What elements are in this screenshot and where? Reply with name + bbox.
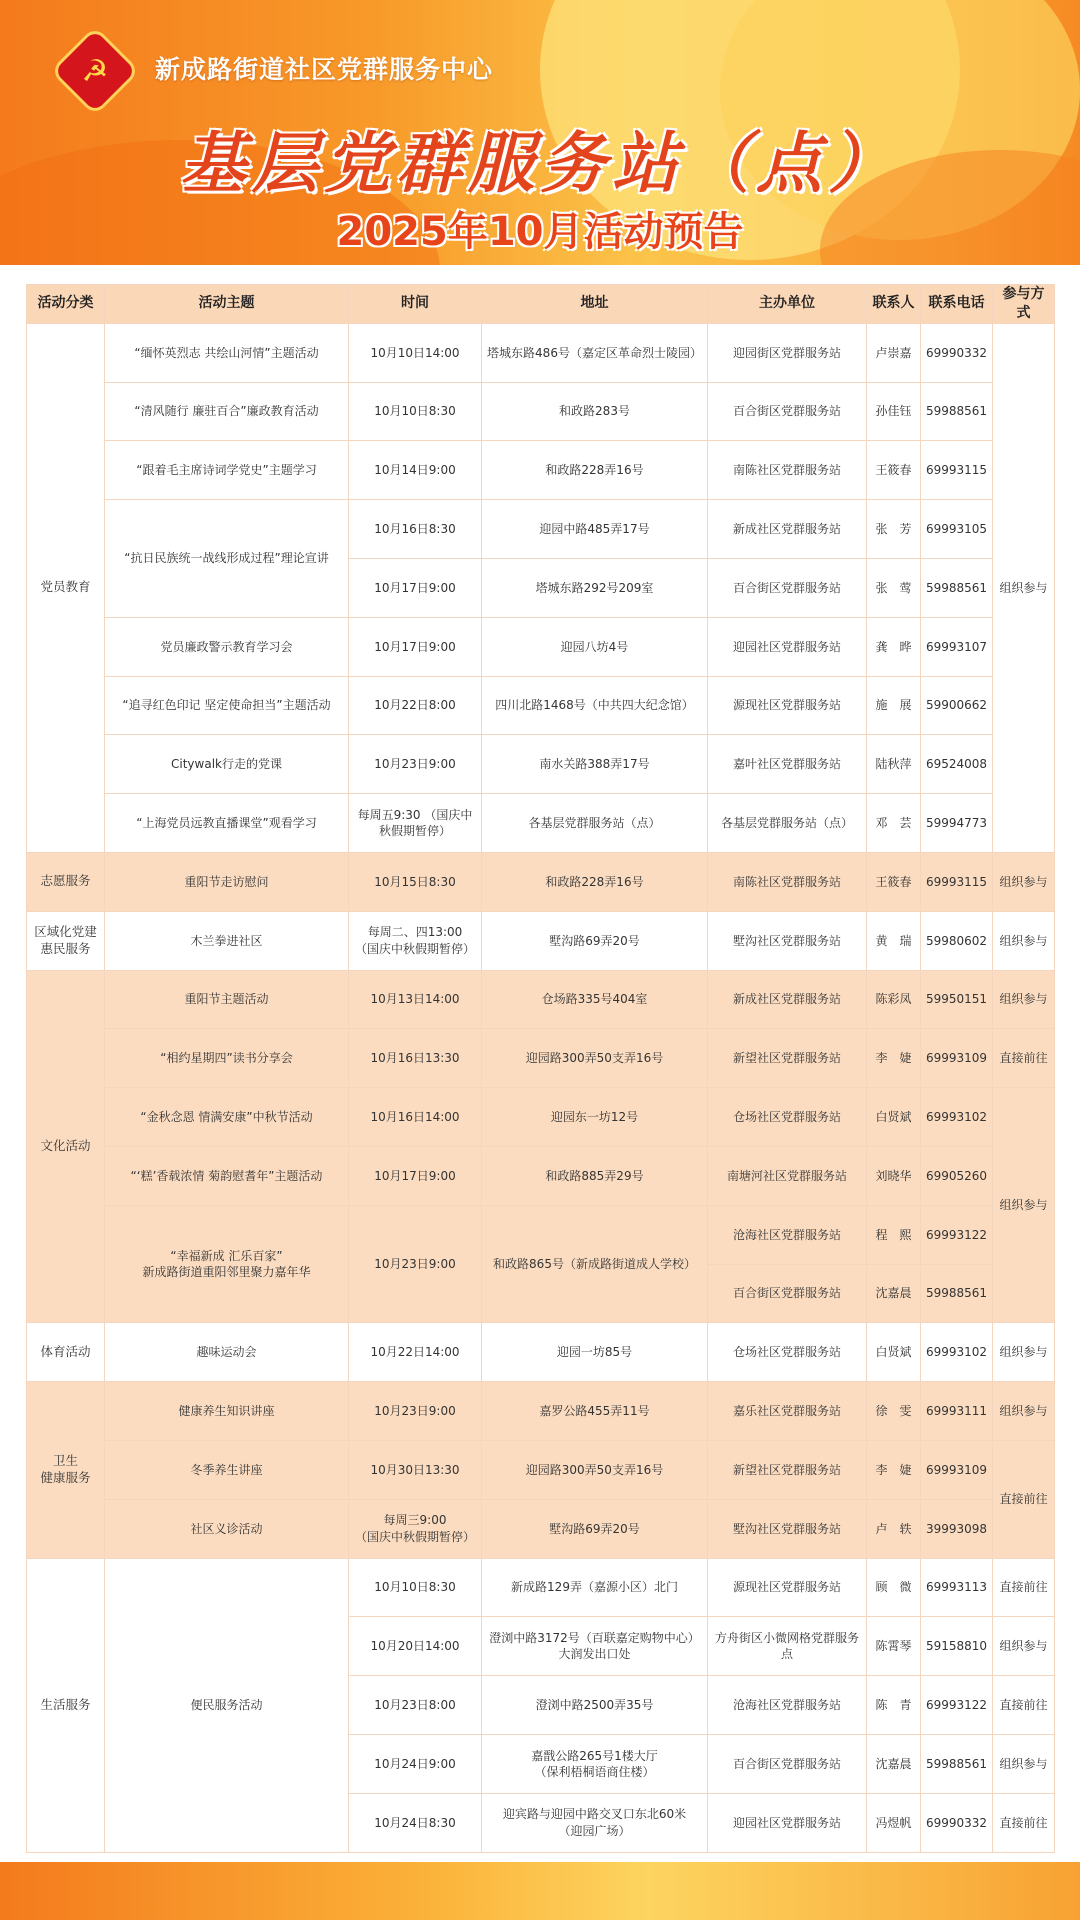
topic-cell: 木兰拳进社区 [105,911,349,970]
table-row [27,1029,1055,1088]
time-cell: 10月23日9:00 [349,1382,482,1441]
table-row [27,1382,1055,1441]
topic-cell: 趣味运动会 [105,1323,349,1382]
table-row [27,852,1055,911]
table-row [27,500,1055,559]
time-cell: 10月16日13:30 [349,1029,482,1088]
host-cell: 各基层党群服务站（点） [708,794,867,853]
host-cell: 方舟街区小微网格党群服务点 [708,1617,867,1676]
table-row [27,1088,1055,1147]
time-cell: 每周二、四13:00 （国庆中秋假期暂停） [349,911,482,970]
address-cell: 南水关路388弄17号 [482,735,708,794]
time-cell: 10月16日14:00 [349,1088,482,1147]
contact-cell: 冯煜帆 [867,1793,921,1852]
host-cell: 新成社区党群服务站 [708,970,867,1029]
phone-cell: 59994773 [921,794,993,853]
contact-cell: 邓 芸 [867,794,921,853]
host-cell: 嘉叶社区党群服务站 [708,735,867,794]
topic-cell: “缅怀英烈志 共绘山河情”主题活动 [105,323,349,382]
host-cell: 迎园社区党群服务站 [708,617,867,676]
table-row [27,441,1055,500]
contact-cell: 卢 轶 [867,1499,921,1558]
address-cell: 各基层党群服务站（点） [482,794,708,853]
phone-cell: 59950151 [921,970,993,1029]
address-cell: 嘉罗公路455弄11号 [482,1382,708,1441]
time-cell: 每周五9:30 （国庆中秋假期暂停） [349,794,482,853]
topic-cell: 社区义诊活动 [105,1499,349,1558]
host-cell: 新望社区党群服务站 [708,1440,867,1499]
address-cell: 迎园一坊85号 [482,1323,708,1382]
contact-cell: 徐 雯 [867,1382,921,1441]
host-cell: 迎园社区党群服务站 [708,1793,867,1852]
time-cell: 10月23日9:00 [349,1205,482,1323]
phone-cell: 69993113 [921,1558,993,1617]
phone-cell: 69990332 [921,1793,993,1852]
phone-cell: 69993109 [921,1029,993,1088]
table-row [27,794,1055,853]
category-cell: 志愿服务 [27,852,105,911]
phone-cell: 39993098 [921,1499,993,1558]
participation-cell: 直接前往 [993,1440,1055,1558]
participation-cell: 组织参与 [993,1088,1055,1323]
phone-cell: 69993115 [921,441,993,500]
table-row [27,382,1055,441]
topic-cell: “相约星期四”读书分享会 [105,1029,349,1088]
address-cell: 墅沟路69弄20号 [482,1499,708,1558]
contact-cell: 李 婕 [867,1440,921,1499]
address-cell: 塔城东路292号209室 [482,558,708,617]
time-cell: 每周三9:00 （国庆中秋假期暂停） [349,1499,482,1558]
contact-cell: 刘晓华 [867,1146,921,1205]
participation-cell: 直接前往 [993,1029,1055,1088]
contact-cell: 白贤斌 [867,1088,921,1147]
participation-cell: 直接前往 [993,1676,1055,1735]
host-cell: 嘉乐社区党群服务站 [708,1382,867,1441]
table-row [27,617,1055,676]
time-cell: 10月24日9:00 [349,1734,482,1793]
contact-cell: 李 婕 [867,1029,921,1088]
column-header: 活动分类 [27,285,105,324]
address-cell: 和政路228弄16号 [482,441,708,500]
phone-cell: 59988561 [921,382,993,441]
time-cell: 10月14日9:00 [349,441,482,500]
host-cell: 源现社区党群服务站 [708,676,867,735]
address-cell: 和政路283号 [482,382,708,441]
category-cell: 卫生 健康服务 [27,1382,105,1558]
time-cell: 10月17日9:00 [349,617,482,676]
participation-cell: 组织参与 [993,970,1055,1029]
contact-cell: 程 熙 [867,1205,921,1264]
time-cell: 10月15日8:30 [349,852,482,911]
host-cell: 迎园街区党群服务站 [708,323,867,382]
table-row [27,970,1055,1029]
time-cell: 10月22日8:00 [349,676,482,735]
participation-cell: 组织参与 [993,1382,1055,1441]
phone-cell: 69524008 [921,735,993,794]
topic-cell: 冬季养生讲座 [105,1440,349,1499]
host-cell: 仓场社区党群服务站 [708,1323,867,1382]
table-row [27,735,1055,794]
contact-cell: 王筱春 [867,441,921,500]
topic-cell: “跟着毛主席诗词学党史”主题学习 [105,441,349,500]
topic-cell: Citywalk行走的党课 [105,735,349,794]
address-cell: 迎园八坊4号 [482,617,708,676]
participation-cell: 组织参与 [993,911,1055,970]
participation-cell: 组织参与 [993,852,1055,911]
address-cell: 和政路865号（新成路街道成人学校） [482,1205,708,1323]
time-cell: 10月23日8:00 [349,1676,482,1735]
host-cell: 墅沟社区党群服务站 [708,911,867,970]
time-cell: 10月10日8:30 [349,1558,482,1617]
phone-cell: 59988561 [921,1264,993,1323]
contact-cell: 陈彩凤 [867,970,921,1029]
table-row [27,676,1055,735]
category-cell: 党员教育 [27,323,105,852]
topic-cell: “抗日民族统一战线形成过程”理论宣讲 [105,500,349,618]
participation-cell: 直接前往 [993,1558,1055,1617]
table-row [27,1146,1055,1205]
address-cell: 四川北路1468号（中共四大纪念馆） [482,676,708,735]
contact-cell: 陈 青 [867,1676,921,1735]
topic-cell: “幸福新成 汇乐百家” 新成路街道重阳邻里聚力嘉年华 [105,1205,349,1323]
time-cell: 10月10日8:30 [349,382,482,441]
time-cell: 10月22日14:00 [349,1323,482,1382]
page-title: 基层党群服务站（点） [180,124,900,202]
phone-cell: 69993109 [921,1440,993,1499]
contact-cell: 顾 微 [867,1558,921,1617]
topic-cell: “‘糕’香载浓情 菊韵慰耆年”主题活动 [105,1146,349,1205]
host-cell: 百合街区党群服务站 [708,1734,867,1793]
time-cell: 10月13日14:00 [349,970,482,1029]
time-cell: 10月20日14:00 [349,1617,482,1676]
phone-cell: 69993102 [921,1323,993,1382]
contact-cell: 王筱春 [867,852,921,911]
table-row [27,323,1055,382]
footer-band [0,1862,1080,1920]
address-cell: 澄浏中路3172号（百联嘉定购物中心） 大润发出口处 [482,1617,708,1676]
category-cell: 体育活动 [27,1323,105,1382]
phone-cell: 69993122 [921,1676,993,1735]
category-cell: 区域化党建 惠民服务 [27,911,105,970]
host-cell: 南陈社区党群服务站 [708,852,867,911]
phone-cell: 69993122 [921,1205,993,1264]
host-cell: 南陈社区党群服务站 [708,441,867,500]
table-row [27,1558,1055,1617]
time-cell: 10月30日13:30 [349,1440,482,1499]
table-row [27,1499,1055,1558]
host-cell: 沧海社区党群服务站 [708,1676,867,1735]
phone-cell: 69905260 [921,1146,993,1205]
phone-cell: 59980602 [921,911,993,970]
host-cell: 新望社区党群服务站 [708,1029,867,1088]
time-cell: 10月17日9:00 [349,558,482,617]
table-row [27,911,1055,970]
page-subtitle: 2025年10月活动预告 [336,209,744,255]
table-row [27,1323,1055,1382]
host-cell: 新成社区党群服务站 [708,500,867,559]
phone-cell: 69993102 [921,1088,993,1147]
participation-cell: 组织参与 [993,1734,1055,1793]
topic-cell: “清风随行 廉驻百合”廉政教育活动 [105,382,349,441]
phone-cell: 59988561 [921,1734,993,1793]
address-cell: 迎园路300弄50支弄16号 [482,1440,708,1499]
topic-cell: “追寻红色印记 坚定使命担当”主题活动 [105,676,349,735]
topic-cell: “上海党员远教直播课堂”观看学习 [105,794,349,853]
address-cell: 仓场路335号404室 [482,970,708,1029]
column-header: 主办单位 [708,285,867,324]
host-cell: 墅沟社区党群服务站 [708,1499,867,1558]
host-cell: 南塘河社区党群服务站 [708,1146,867,1205]
contact-cell: 黄 瑞 [867,911,921,970]
address-cell: 迎宾路与迎园中路交叉口东北60米 （迎园广场） [482,1793,708,1852]
contact-cell: 施 展 [867,676,921,735]
address-cell: 新成路129弄（嘉源小区）北门 [482,1558,708,1617]
table-row [27,1440,1055,1499]
phone-cell: 69993107 [921,617,993,676]
phone-cell: 69990332 [921,323,993,382]
address-cell: 塔城东路486号（嘉定区革命烈士陵园） [482,323,708,382]
host-cell: 百合街区党群服务站 [708,1264,867,1323]
address-cell: 墅沟路69弄20号 [482,911,708,970]
topic-cell: 重阳节走访慰问 [105,852,349,911]
participation-cell: 直接前往 [993,1793,1055,1852]
time-cell: 10月17日9:00 [349,1146,482,1205]
column-header: 参与方式 [993,285,1055,324]
contact-cell: 沈嘉晨 [867,1734,921,1793]
topic-cell: 便民服务活动 [105,1558,349,1852]
host-cell: 仓场社区党群服务站 [708,1088,867,1147]
column-header: 联系电话 [921,285,993,324]
table-row [27,1205,1055,1264]
address-cell: 迎园路300弄50支弄16号 [482,1029,708,1088]
time-cell: 10月24日8:30 [349,1793,482,1852]
phone-cell: 59988561 [921,558,993,617]
host-cell: 百合街区党群服务站 [708,558,867,617]
phone-cell: 69993115 [921,852,993,911]
topic-cell: “金秋念恩 情满安康”中秋节活动 [105,1088,349,1147]
column-header: 活动主题 [105,285,349,324]
address-cell: 迎园中路485弄17号 [482,500,708,559]
address-cell: 和政路228弄16号 [482,852,708,911]
contact-cell: 龚 晔 [867,617,921,676]
category-cell: 生活服务 [27,1558,105,1852]
time-cell: 10月23日9:00 [349,735,482,794]
participation-cell: 组织参与 [993,1323,1055,1382]
address-cell: 迎园东一坊12号 [482,1088,708,1147]
org-name: 新成路街道社区党群服务中心 [155,55,494,84]
hammer-sickle-icon: ☭ [81,53,109,89]
host-cell: 百合街区党群服务站 [708,382,867,441]
topic-cell: 重阳节主题活动 [105,970,349,1029]
contact-cell: 孙佳钰 [867,382,921,441]
phone-cell: 59158810 [921,1617,993,1676]
column-header: 地址 [482,285,708,324]
topic-cell: 健康养生知识讲座 [105,1382,349,1441]
contact-cell: 张 莺 [867,558,921,617]
contact-cell: 张 芳 [867,500,921,559]
topic-cell: 党员廉政警示教育学习会 [105,617,349,676]
address-cell: 和政路885弄29号 [482,1146,708,1205]
contact-cell: 卢崇嘉 [867,323,921,382]
column-header: 联系人 [867,285,921,324]
contact-cell: 沈嘉晨 [867,1264,921,1323]
phone-cell: 69993105 [921,500,993,559]
host-cell: 沧海社区党群服务站 [708,1205,867,1264]
host-cell: 源现社区党群服务站 [708,1558,867,1617]
contact-cell: 白贤斌 [867,1323,921,1382]
table-header-row [27,285,1055,324]
participation-cell: 组织参与 [993,1617,1055,1676]
address-cell: 澄浏中路2500弄35号 [482,1676,708,1735]
column-header: 时间 [349,285,482,324]
category-cell: 文化活动 [27,970,105,1323]
phone-cell: 59900662 [921,676,993,735]
contact-cell: 陈霄琴 [867,1617,921,1676]
activity-table [26,284,1055,1853]
address-cell: 嘉戬公路265号1楼大厅 （保利梧桐语商住楼） [482,1734,708,1793]
participation-cell: 组织参与 [993,323,1055,852]
time-cell: 10月10日14:00 [349,323,482,382]
phone-cell: 69993111 [921,1382,993,1441]
contact-cell: 陆秋萍 [867,735,921,794]
time-cell: 10月16日8:30 [349,500,482,559]
header-banner [0,0,1080,265]
